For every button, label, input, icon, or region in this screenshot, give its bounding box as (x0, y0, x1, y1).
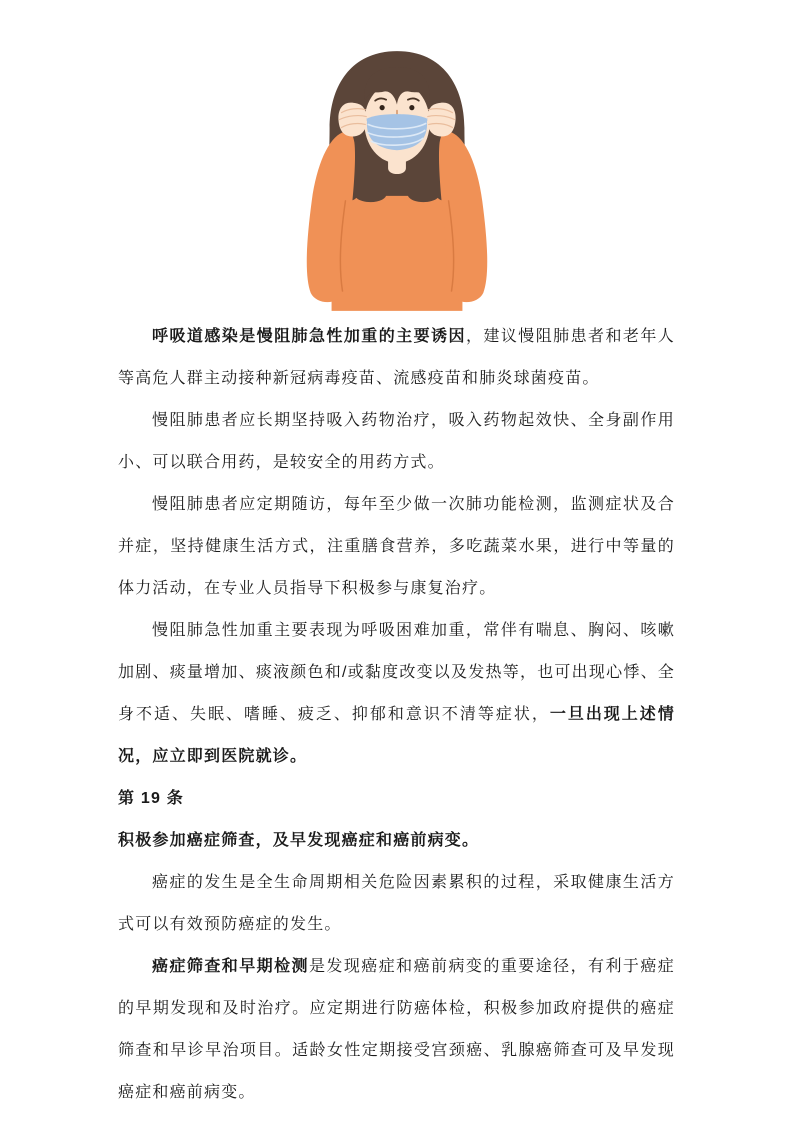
hand-left (338, 103, 366, 137)
bold-text-segment: 呼吸道感染是慢阻肺急性加重的主要诱因 (152, 328, 466, 345)
bold-text-segment: 癌症筛查和早期检测 (152, 958, 309, 975)
paragraph (118, 610, 675, 778)
woman-wearing-mask-illustration (283, 46, 511, 314)
mask-illustration (283, 46, 511, 314)
section-heading (118, 820, 675, 862)
paragraph (118, 484, 675, 610)
bold-text-segment: 第 19 条 (118, 790, 184, 807)
text-segment: 慢阻肺急性加重主要表现为呼吸困难加重，常伴有喘息、胸闷、咳嗽加剧、痰量增加、痰液颜色和/或黏度改变以及发热等，也可出现心悸、全身不适、失眠、嗜睡、疲乏、抑郁和意识不清等症状， (118, 622, 675, 723)
text-segment: ，建议慢阻肺患者和老年人等高危人群主动接种新冠病毒疫苗、流感疫苗和肺炎球菌疫苗。 (118, 328, 675, 387)
text-segment: 慢阻肺患者应长期坚持吸入药物治疗，吸入药物起效快、全身副作用小、可以联合用药，是较安全的用药方式。 (118, 412, 675, 471)
paragraph (118, 400, 675, 484)
bold-text-segment: 一旦出现上述情况，应立即到医院就诊。 (118, 706, 675, 765)
text-segment: 慢阻肺患者应定期随访，每年至少做一次肺功能检测，监测症状及合并症，坚持健康生活方式，注重膳食营养，多吃蔬菜水果，进行中等量的体力活动，在专业人员指导下积极参与康复治疗。 (118, 496, 675, 597)
eye-right (409, 105, 414, 110)
document-body-text (0, 314, 793, 1114)
paragraph (118, 946, 675, 1114)
eye-left (379, 105, 384, 110)
text-segment: 是发现癌症和癌前病变的重要途径，有利于癌症的早期发现和及时治疗。应定期进行防癌体检，积极参加政府提供的癌症筛查和早诊早治项目。适龄女性定期接受宫颈癌、乳腺癌筛查可及早发现癌症和癌前病变。 (118, 958, 675, 1101)
hand-right (427, 103, 455, 137)
section-heading (118, 778, 675, 820)
text-segment: 癌症的发生是全生命周期相关危险因素累积的过程，采取健康生活方式可以有效预防癌症的发生。 (118, 874, 675, 933)
bold-text-segment: 积极参加癌症筛查，及早发现癌症和癌前病变。 (118, 832, 480, 849)
paragraph (118, 316, 675, 400)
paragraph (118, 862, 675, 946)
